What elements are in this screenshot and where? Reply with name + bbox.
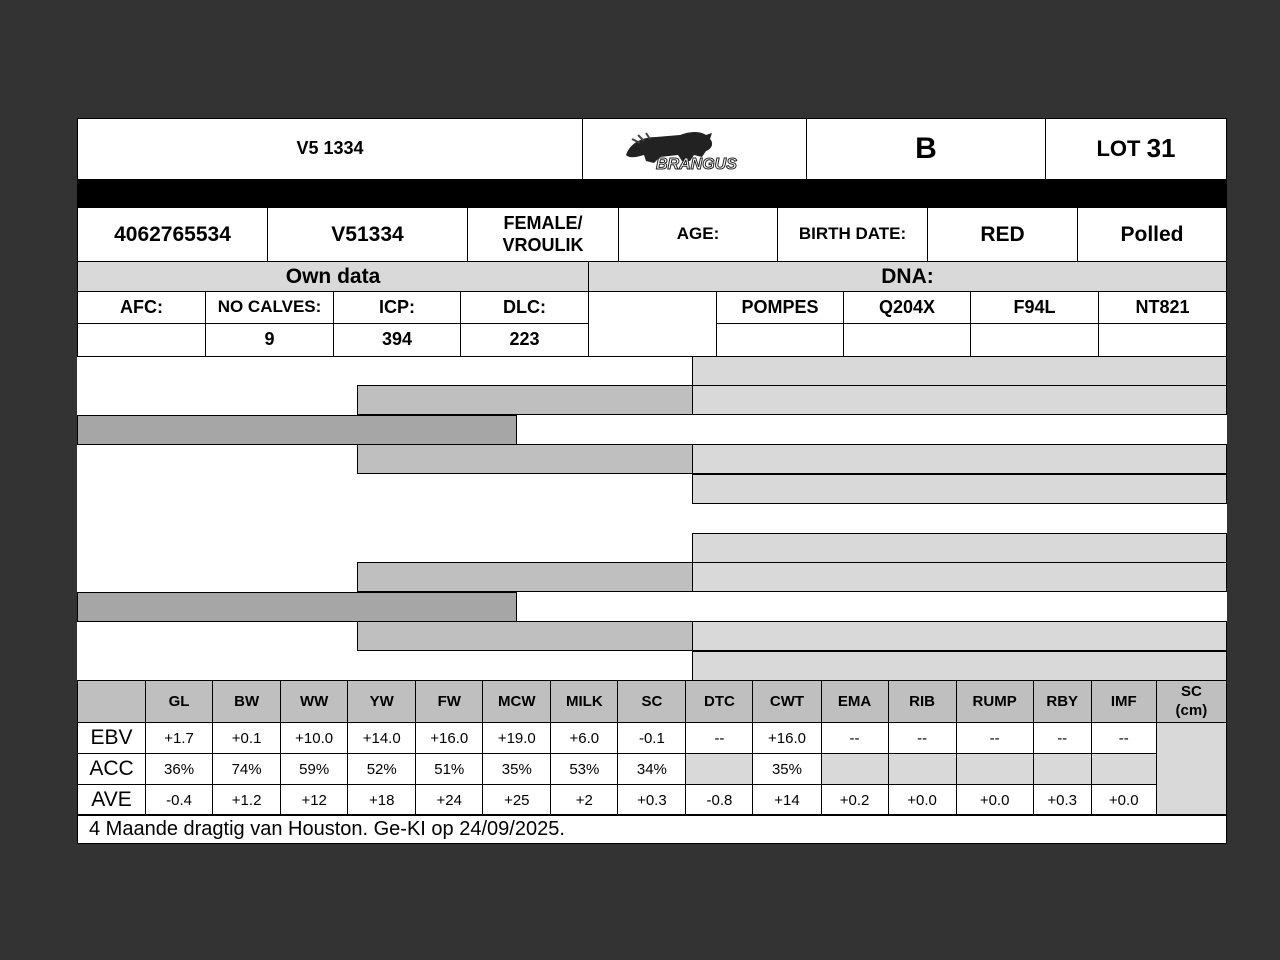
dlc-header: DLC: xyxy=(460,291,589,324)
icp-value: 394 xyxy=(333,323,461,357)
sale-lot-card xyxy=(77,118,1227,844)
column-header: EMA xyxy=(821,681,888,723)
column-header xyxy=(78,681,146,723)
table-cell: 35% xyxy=(753,754,821,785)
table-cell xyxy=(1091,754,1156,785)
table-cell: -0.4 xyxy=(146,785,213,816)
table-cell: +14 xyxy=(753,785,821,816)
table-cell: +25 xyxy=(483,785,551,816)
row-label: EBV xyxy=(78,723,146,754)
column-header: RIB xyxy=(888,681,956,723)
horn-status: Polled xyxy=(1077,207,1227,262)
table-cell xyxy=(956,754,1033,785)
column-header: WW xyxy=(281,681,348,723)
table-cell: +1.2 xyxy=(213,785,281,816)
sex-label: FEMALE/ VROULIK xyxy=(467,207,619,262)
table-cell: +0.2 xyxy=(821,785,888,816)
column-header: RBY xyxy=(1033,681,1091,723)
table-cell: +10.0 xyxy=(281,723,348,754)
table-row xyxy=(78,785,1227,816)
afc-value xyxy=(77,323,206,357)
table-cell: -0.8 xyxy=(686,785,753,816)
table-cell xyxy=(888,754,956,785)
table-cell: +0.1 xyxy=(213,723,281,754)
dna-pompes-header: POMPES xyxy=(716,291,844,324)
pregnancy-note: 4 Maande dragtig van Houston. Ge-KI op 24/09/2025. xyxy=(77,814,1227,844)
table-cell: +0.0 xyxy=(1091,785,1156,816)
no-calves-header: NO CALVES: xyxy=(205,291,334,324)
bull-logo-icon xyxy=(620,125,770,173)
pedigree-bar xyxy=(692,385,1227,415)
table-cell: 59% xyxy=(281,754,348,785)
table-cell xyxy=(1033,754,1091,785)
column-header: MILK xyxy=(551,681,618,723)
table-cell: +19.0 xyxy=(483,723,551,754)
sc-cm-value xyxy=(1156,723,1226,816)
animal-number: 4062765534 xyxy=(77,207,268,262)
dna-heading: DNA: xyxy=(588,261,1227,292)
table-cell xyxy=(686,754,753,785)
afc-header: AFC: xyxy=(77,291,206,324)
pedigree-bar xyxy=(357,562,693,592)
table-cell: +24 xyxy=(416,785,483,816)
animal-id: V5 1334 xyxy=(77,118,583,180)
ebv-header-row xyxy=(78,681,1227,723)
table-cell: 53% xyxy=(551,754,618,785)
column-header: BW xyxy=(213,681,281,723)
lot-label: LOT 31 xyxy=(1045,118,1227,180)
row-label: AVE xyxy=(78,785,146,816)
pedigree-bar xyxy=(357,444,693,474)
sc-cm-header: SC (cm) xyxy=(1156,681,1226,723)
pedigree-bar xyxy=(692,562,1227,592)
column-header: GL xyxy=(146,681,213,723)
dna-f94l-header: F94L xyxy=(970,291,1099,324)
brangus-logo xyxy=(582,118,807,180)
dna-blank-cell xyxy=(588,291,717,357)
icp-header: ICP: xyxy=(333,291,461,324)
column-header: DTC xyxy=(686,681,753,723)
table-cell: +12 xyxy=(281,785,348,816)
table-cell: +14.0 xyxy=(348,723,416,754)
own-data-heading: Own data xyxy=(77,261,589,292)
table-cell: -- xyxy=(686,723,753,754)
table-cell: 36% xyxy=(146,754,213,785)
table-cell: -- xyxy=(956,723,1033,754)
table-cell: +6.0 xyxy=(551,723,618,754)
pedigree-bar xyxy=(357,385,693,415)
table-cell: +0.3 xyxy=(618,785,686,816)
column-header: MCW xyxy=(483,681,551,723)
ebv-table xyxy=(77,680,1227,816)
pedigree-bar xyxy=(357,621,693,651)
table-cell: +18 xyxy=(348,785,416,816)
table-cell: -- xyxy=(888,723,956,754)
no-calves-value: 9 xyxy=(205,323,334,357)
grade-label: B xyxy=(806,118,1046,180)
dna-f94l-value xyxy=(970,323,1099,357)
age-label: AGE: xyxy=(618,207,778,262)
dna-nt821-header: NT821 xyxy=(1098,291,1227,324)
column-header: CWT xyxy=(753,681,821,723)
table-cell: +0.3 xyxy=(1033,785,1091,816)
column-header: RUMP xyxy=(956,681,1033,723)
pedigree-bar xyxy=(692,474,1227,504)
table-cell: 51% xyxy=(416,754,483,785)
svg-text:BRANGUS: BRANGUS xyxy=(655,156,737,173)
animal-code: V51334 xyxy=(267,207,468,262)
dna-q204x-header: Q204X xyxy=(843,291,971,324)
pedigree-bar xyxy=(692,651,1227,681)
column-header: YW xyxy=(348,681,416,723)
table-cell: -0.1 xyxy=(618,723,686,754)
pedigree-bar xyxy=(692,533,1227,563)
dlc-value: 223 xyxy=(460,323,589,357)
pedigree-bar xyxy=(692,356,1227,386)
pedigree-bar xyxy=(77,415,517,445)
table-cell: -- xyxy=(1091,723,1156,754)
table-cell: -- xyxy=(1033,723,1091,754)
dna-nt821-value xyxy=(1098,323,1227,357)
row-label: ACC xyxy=(78,754,146,785)
dna-q204x-value xyxy=(843,323,971,357)
table-cell: +0.0 xyxy=(956,785,1033,816)
table-cell: 35% xyxy=(483,754,551,785)
column-header: FW xyxy=(416,681,483,723)
table-cell: +2 xyxy=(551,785,618,816)
table-cell: +16.0 xyxy=(753,723,821,754)
pedigree-bar xyxy=(692,621,1227,651)
pedigree-bar xyxy=(77,592,517,622)
column-header: SC xyxy=(618,681,686,723)
table-cell: 74% xyxy=(213,754,281,785)
table-cell: +16.0 xyxy=(416,723,483,754)
table-row xyxy=(78,723,1227,754)
table-cell: +1.7 xyxy=(146,723,213,754)
table-cell xyxy=(821,754,888,785)
column-header: IMF xyxy=(1091,681,1156,723)
dna-pompes-value xyxy=(716,323,844,357)
table-cell: 52% xyxy=(348,754,416,785)
table-row xyxy=(78,754,1227,785)
pedigree-bar xyxy=(692,444,1227,474)
table-cell: -- xyxy=(821,723,888,754)
black-divider-band xyxy=(77,179,1227,208)
birth-date-label: BIRTH DATE: xyxy=(777,207,928,262)
color-value: RED xyxy=(927,207,1078,262)
table-cell: +0.0 xyxy=(888,785,956,816)
table-cell: 34% xyxy=(618,754,686,785)
